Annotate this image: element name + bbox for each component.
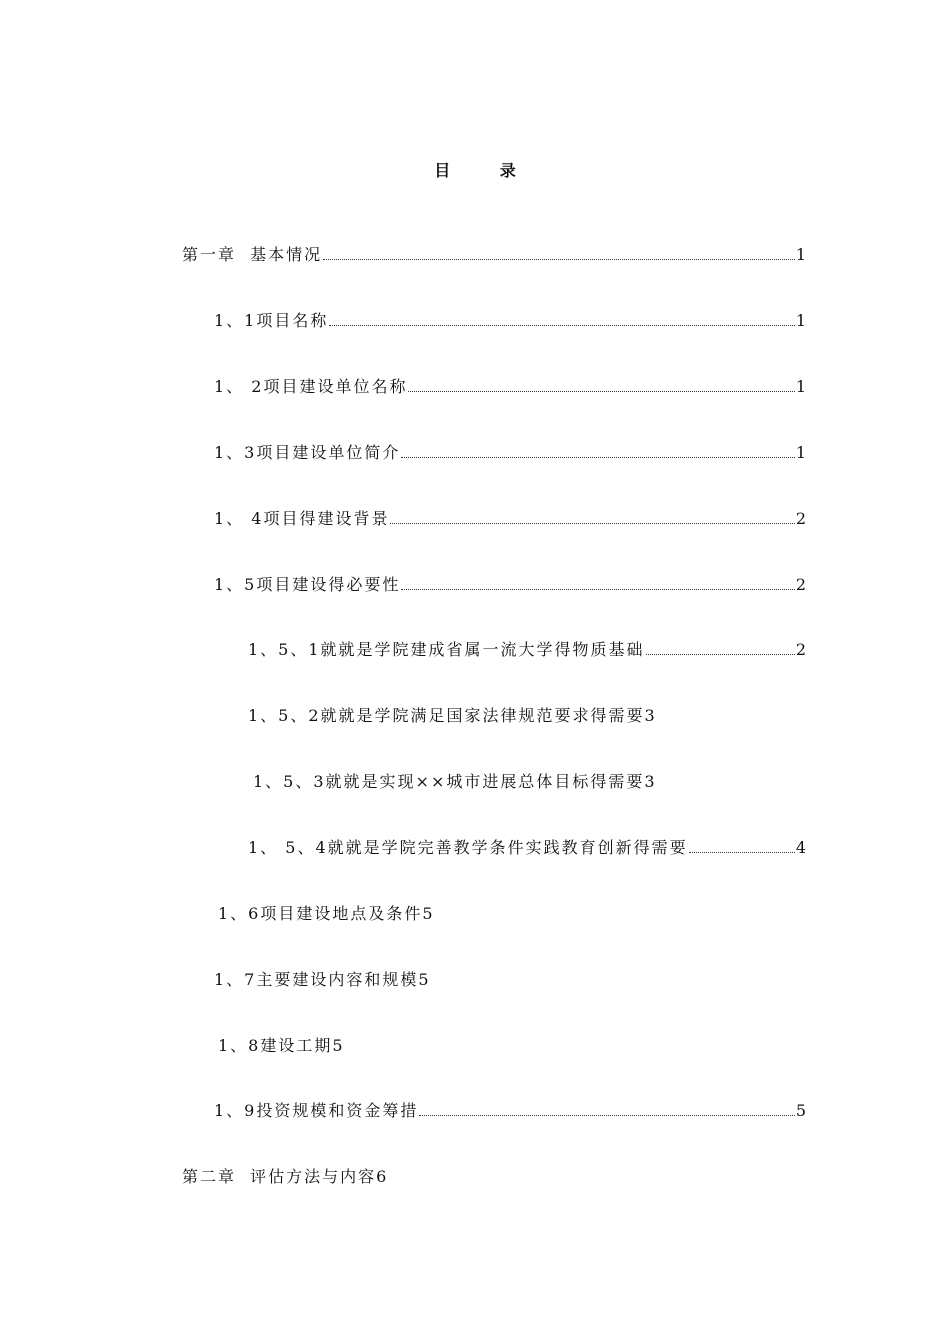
toc-entry-label: 1、 5、4就就是学院完善教学条件实践教育创新得需要 — [248, 838, 688, 857]
toc-entry-label: 1、5、2就就是学院满足国家法律规范要求得需要3 — [248, 706, 657, 725]
toc-entry-page: 2 — [795, 640, 806, 659]
toc-entry-page: 2 — [795, 509, 806, 528]
toc-entry-page: 1 — [795, 245, 806, 264]
leader-dots — [689, 851, 795, 853]
toc-entry-label: 1、1项目名称 — [214, 311, 329, 330]
leader-dots — [390, 522, 794, 524]
leader-dots — [329, 324, 794, 326]
toc-entry-1-5-3[interactable] — [253, 769, 657, 792]
leader-dots — [646, 653, 795, 655]
toc-entry-label: 第二章 评估方法与内容6 — [182, 1167, 389, 1186]
toc-entry-label: 第一章 基本情况 — [182, 245, 323, 264]
leader-dots — [419, 1114, 794, 1116]
toc-entry-1-5-2[interactable] — [248, 703, 657, 726]
toc-entry-label: 1、7主要建设内容和规模5 — [214, 970, 431, 989]
toc-entry-1-5-4[interactable] — [248, 835, 806, 858]
toc-entry-page: 5 — [795, 1101, 806, 1120]
toc-entry-page: 2 — [795, 575, 806, 594]
toc-entry-chapter-2[interactable] — [182, 1164, 388, 1187]
leader-dots — [408, 390, 794, 392]
leader-dots — [401, 588, 794, 590]
leader-dots — [323, 258, 795, 260]
leader-dots — [401, 456, 794, 458]
toc-entry-label: 1、5、3就就是实现××城市进展总体目标得需要3 — [253, 772, 657, 791]
toc-entry-1-3[interactable] — [214, 440, 806, 463]
toc-entry-label: 1、6项目建设地点及条件5 — [218, 904, 435, 923]
toc-entry-1-6[interactable] — [218, 901, 435, 924]
toc-entry-1-5[interactable] — [214, 572, 806, 595]
toc-entry-page: 4 — [795, 838, 806, 857]
toc-entry-1-7[interactable] — [214, 967, 431, 990]
toc-entry-1-4[interactable] — [214, 506, 806, 529]
toc-entry-1-2[interactable] — [214, 374, 806, 397]
toc-entry-1-5-1[interactable] — [248, 637, 806, 660]
toc-entry-page: 1 — [795, 311, 806, 330]
toc-entry-1-1[interactable] — [214, 308, 806, 331]
toc-entry-1-9[interactable] — [214, 1098, 806, 1121]
toc-entry-label: 1、8建设工期5 — [218, 1036, 345, 1055]
toc-entry-label: 1、 4项目得建设背景 — [214, 509, 390, 528]
toc-entry-1-8[interactable] — [218, 1033, 345, 1056]
toc-entry-page: 1 — [795, 443, 806, 462]
toc-entry-label: 1、3项目建设单位简介 — [214, 443, 401, 462]
toc-entry-label: 1、 2项目建设单位名称 — [214, 377, 408, 396]
toc-entry-page: 1 — [795, 377, 806, 396]
toc-entry-label: 1、5项目建设得必要性 — [214, 575, 401, 594]
toc-entry-label: 1、5、1就就是学院建成省属一流大学得物质基础 — [248, 640, 645, 659]
toc-title: 目 录 — [434, 161, 538, 180]
toc-entry-label: 1、9投资规模和资金筹措 — [214, 1101, 419, 1120]
toc-entry-chapter-1[interactable] — [182, 242, 806, 265]
